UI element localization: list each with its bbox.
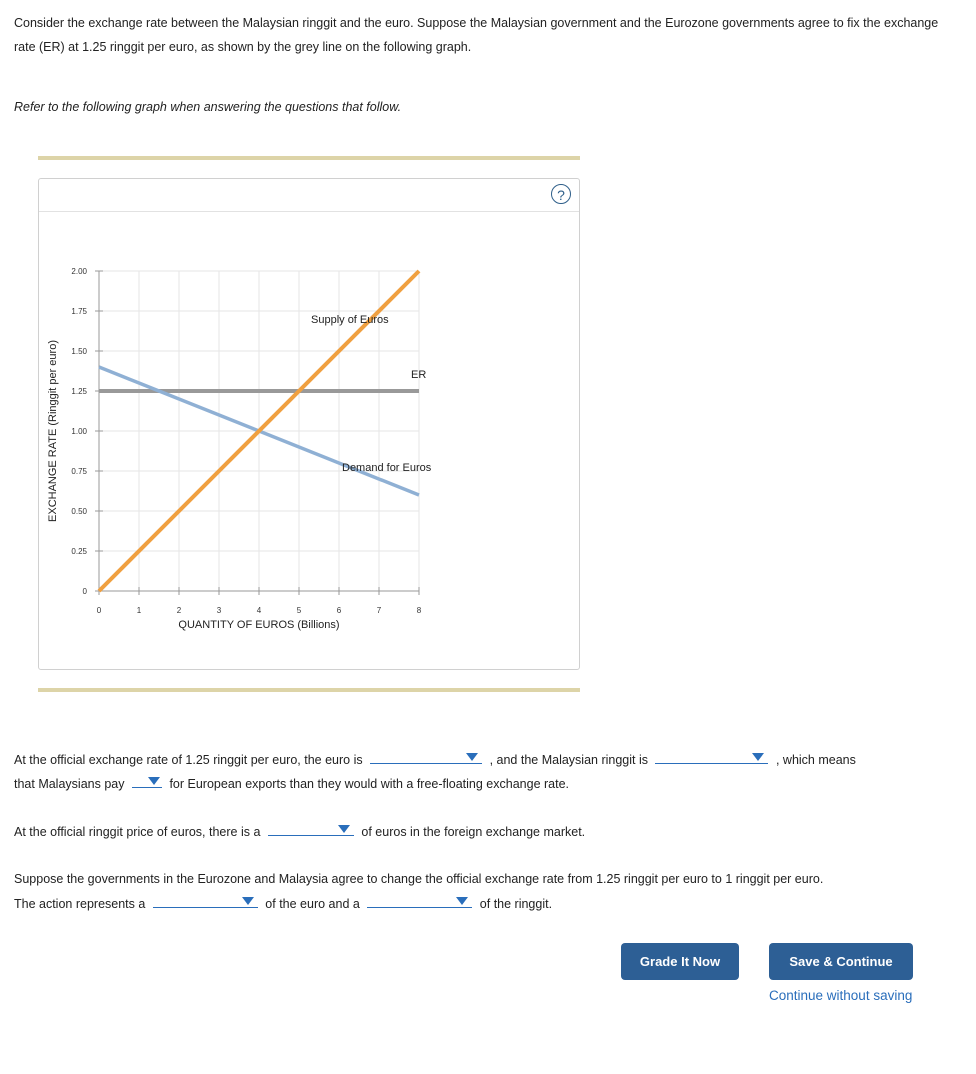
er-label: ER	[411, 369, 427, 381]
y-axis-title: EXCHANGE RATE (Ringgit per euro)	[47, 340, 59, 522]
q1-text-4: that Malaysians pay	[14, 777, 125, 791]
x-tick-label: 5	[296, 606, 302, 615]
help-icon[interactable]: ?	[551, 184, 571, 204]
continue-without-saving-link[interactable]: Continue without saving	[769, 988, 913, 1003]
chevron-down-icon	[338, 825, 350, 833]
exchange-rate-chart[interactable]	[39, 179, 579, 669]
market-condition-dropdown[interactable]	[268, 819, 354, 836]
y-tick-label: 0.75	[71, 467, 87, 476]
x-tick-label: 0	[96, 606, 102, 615]
y-tick-label: 1.00	[71, 427, 87, 436]
save-continue-button[interactable]: Save & Continue	[769, 943, 913, 980]
y-tick-label: 1.50	[71, 347, 87, 356]
pay-amount-dropdown[interactable]	[132, 771, 162, 788]
chevron-down-icon	[456, 897, 468, 905]
q3-text-4: of the ringgit.	[479, 897, 553, 911]
x-axis-title: QUANTITY OF EUROS (Billions)	[178, 619, 340, 631]
x-tick-label: 7	[376, 606, 382, 615]
q2-text-1: At the official ringgit price of euros, there is a	[14, 825, 261, 839]
chevron-down-icon	[752, 753, 764, 761]
top-divider	[38, 156, 580, 160]
question-3-line-1	[14, 867, 823, 891]
x-tick-label: 1	[136, 606, 142, 615]
chevron-down-icon	[148, 777, 160, 785]
euro-valuation-dropdown[interactable]	[370, 747, 482, 764]
q1-text-3: , which means	[775, 753, 856, 767]
q2-text-2: of euros in the foreign exchange market.	[361, 825, 586, 839]
q1-text-1: At the official exchange rate of 1.25 ringgit per euro, the euro is	[14, 753, 363, 767]
x-tick-label: 6	[336, 606, 342, 615]
y-tick-label: 0	[82, 587, 87, 596]
supply-of-euros-label: Supply of Euros	[311, 314, 389, 326]
question-1-line-2	[14, 771, 569, 796]
question-2	[14, 819, 585, 844]
q3-text-3: of the euro and a	[265, 897, 360, 911]
q1-text-2: , and the Malaysian ringgit is	[489, 753, 648, 767]
graph-panel	[38, 178, 580, 670]
question-3-line-2	[14, 891, 552, 916]
bottom-divider	[38, 688, 580, 692]
ringgit-valuation-dropdown[interactable]	[655, 747, 768, 764]
intro-text: Consider the exchange rate between the Malaysian ringgit and the euro. Suppose the Malaysian government and the Eurozone governments agree to fix the exchange rate (ER) at 1.25 ringgit per euro, as shown by the grey line on the following graph.	[14, 16, 939, 54]
ringgit-action-dropdown[interactable]	[367, 891, 472, 908]
x-tick-label: 4	[256, 606, 262, 615]
x-tick-label: 3	[216, 606, 222, 615]
refer-text: Refer to the following graph when answering the questions that follow.	[14, 100, 402, 114]
demand-for-euros-label: Demand for Euros	[342, 462, 432, 474]
grade-it-now-button[interactable]: Grade It Now	[621, 943, 739, 980]
x-tick-label: 2	[176, 606, 182, 615]
euro-action-dropdown[interactable]	[153, 891, 258, 908]
y-tick-label: 0.50	[71, 507, 87, 516]
y-tick-label: 2.00	[71, 267, 87, 276]
y-tick-label: 1.25	[71, 387, 87, 396]
y-tick-label: 1.75	[71, 307, 87, 316]
q3-text-2: The action represents a	[14, 897, 146, 911]
question-1-line-1	[14, 747, 856, 772]
q1-text-5: for European exports than they would with a free-floating exchange rate.	[169, 777, 570, 791]
x-tick-label: 8	[416, 606, 422, 615]
y-tick-label: 0.25	[71, 547, 87, 556]
chevron-down-icon	[466, 753, 478, 761]
q3-text-1: Suppose the governments in the Eurozone and Malaysia agree to change the official exchange rate from 1.25 ringgit per euro to 1 ringgit per euro.	[14, 872, 824, 886]
chevron-down-icon	[242, 897, 254, 905]
